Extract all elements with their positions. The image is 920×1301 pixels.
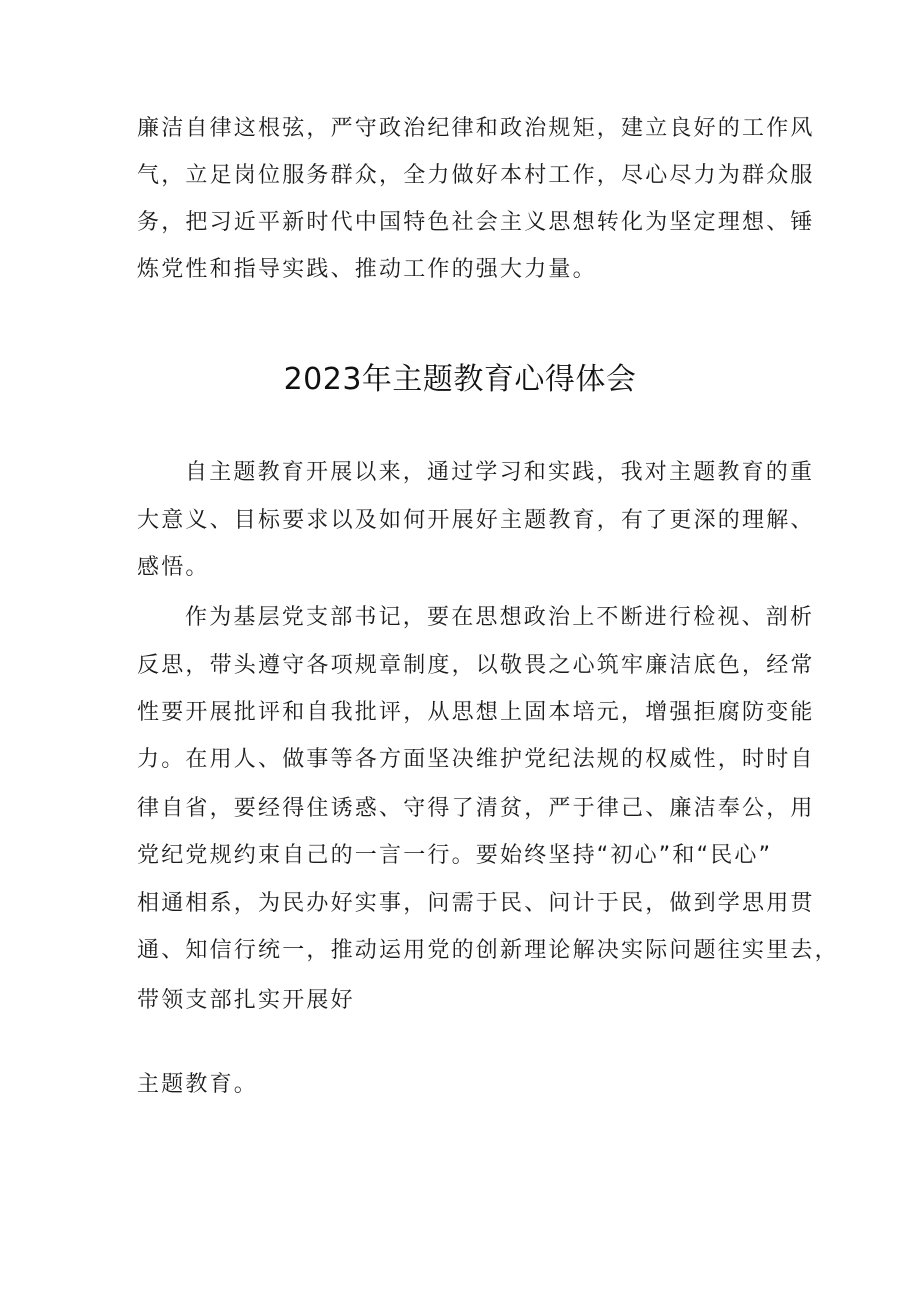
para2-line-2: 反思，带头遵守各项规章制度，以敬畏之心筑牢廉洁底色，经常 xyxy=(137,653,815,678)
closing-line: 主题教育。 xyxy=(137,1072,259,1097)
intro-line-3: 务，把习近平新时代中国特色社会主义思想转化为坚定理想、锤 xyxy=(137,210,815,235)
page-title: 2023年主题教育心得体会 xyxy=(283,362,637,397)
para2-line-8: 通、知信行统一，推动运用党的创新理论解决实际问题往实里去， xyxy=(137,938,839,963)
para2-line-7: 相通相系，为民办好实事，问需于民、问计于民，做到学思用贯 xyxy=(137,891,815,916)
intro-line-1: 廉洁自律这根弦，严守政治纪律和政治规矩，建立良好的工作风 xyxy=(137,116,815,141)
para1-line-1: 自主题教育开展以来，通过学习和实践，我对主题教育的重 xyxy=(185,460,815,485)
para2-line-4: 力。在用人、做事等各方面坚决维护党纪法规的权威性，时时自 xyxy=(137,747,815,772)
para2-line-1: 作为基层党支部书记，要在思想政治上不断进行检视、剖析 xyxy=(185,605,815,630)
para2-line-5: 律自省，要经得住诱惑、守得了清贫，严于律己、廉洁奉公，用 xyxy=(137,796,815,821)
para1-line-3: 感悟。 xyxy=(137,555,210,580)
para2-line-9: 带领支部扎实开展好 xyxy=(137,988,355,1013)
para2-line-6: 党纪党规约束自己的一言一行。要始终坚持“初心”和“民心” xyxy=(137,843,773,868)
para1-line-2: 大意义、目标要求以及如何开展好主题教育，有了更深的理解、 xyxy=(137,508,815,533)
intro-line-2: 气，立足岗位服务群众，全力做好本村工作，尽心尽力为群众服 xyxy=(137,163,815,188)
intro-line-4: 炼党性和指导实践、推动工作的强大力量。 xyxy=(137,257,597,282)
para2-line-3: 性要开展批评和自我批评，从思想上固本培元，增强拒腐防变能 xyxy=(137,700,815,725)
